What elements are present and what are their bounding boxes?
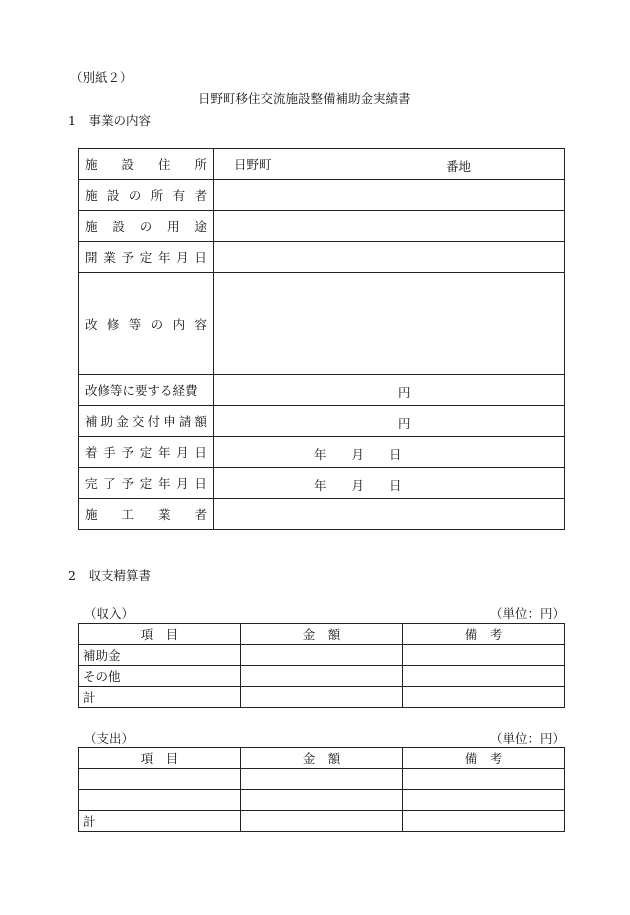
attachment-label: （別紙２）: [70, 70, 133, 85]
row-label-contractor: 施 工 業 者: [79, 499, 214, 530]
income-item: 補助金: [79, 645, 241, 666]
table-row: [79, 242, 565, 273]
header-amount: 金 額: [241, 624, 403, 645]
expense-notes[interactable]: [403, 769, 565, 790]
header-notes: 備 考: [403, 748, 565, 769]
expense-notes[interactable]: [403, 811, 565, 832]
opening-date-cell[interactable]: [214, 242, 565, 273]
row-label-end-date: 完 了 予 定 年 月 日: [79, 468, 214, 499]
income-item: その他: [79, 666, 241, 687]
income-notes[interactable]: [403, 687, 565, 708]
start-date-format: 年 月 日: [314, 447, 402, 462]
row-label-subsidy-amount: 補 助 金 交 付 申 請 額: [79, 406, 214, 437]
income-notes[interactable]: [403, 645, 565, 666]
row-label-address: 施 設 住 所: [79, 149, 214, 180]
section-1-heading: 1 事業の内容: [68, 113, 151, 128]
income-unit: （単位：円）: [489, 606, 565, 621]
row-label-renovation: 改 修 等 の 内 容: [79, 273, 214, 375]
owner-cell[interactable]: [214, 180, 565, 211]
use-cell[interactable]: [214, 211, 565, 242]
income-notes[interactable]: [403, 666, 565, 687]
row-label-start-date: 着 手 予 定 年 月 日: [79, 437, 214, 468]
end-date-format: 年 月 日: [314, 478, 402, 493]
table-row: [79, 211, 565, 242]
table-row: [79, 811, 565, 832]
table-header-row: [79, 624, 565, 645]
start-date-cell[interactable]: [214, 437, 565, 468]
header-amount: 金 額: [241, 748, 403, 769]
cost-unit: 円: [398, 385, 411, 400]
expense-notes[interactable]: [403, 790, 565, 811]
income-caption: （収入）: [84, 606, 135, 621]
expense-unit: （単位：円）: [489, 731, 565, 746]
document-title: 日野町移住交流施設整備補助金実績書: [198, 91, 411, 106]
income-item: 計: [79, 687, 241, 708]
cost-cell[interactable]: [214, 375, 565, 406]
address-town: 日野町: [234, 157, 272, 172]
row-label-use: 施 設 の 用 途: [79, 211, 214, 242]
income-table: [78, 623, 565, 708]
renovation-cell[interactable]: [214, 273, 565, 375]
table-row: [79, 666, 565, 687]
table-row: [79, 499, 565, 530]
table-row: [79, 375, 565, 406]
row-label-cost: 改修等に要する経費: [79, 375, 214, 406]
table-row: [79, 790, 565, 811]
expense-amount[interactable]: [241, 790, 403, 811]
table-row: [79, 468, 565, 499]
income-amount[interactable]: [241, 666, 403, 687]
end-date-cell[interactable]: [214, 468, 565, 499]
address-cell[interactable]: [214, 149, 565, 180]
expense-item[interactable]: [79, 790, 241, 811]
table-row: [79, 406, 565, 437]
expense-item[interactable]: [79, 769, 241, 790]
table-row: [79, 769, 565, 790]
expense-item: 計: [79, 811, 241, 832]
subsidy-unit: 円: [398, 416, 411, 431]
table-row: [79, 645, 565, 666]
table-row: [79, 149, 565, 180]
address-banchi: 番地: [446, 159, 472, 174]
expense-amount[interactable]: [241, 769, 403, 790]
expense-table: [78, 747, 565, 832]
table-row: [79, 180, 565, 211]
expense-caption: （支出）: [84, 731, 135, 746]
header-item: 項 目: [79, 624, 241, 645]
table-row: [79, 687, 565, 708]
subsidy-amount-cell[interactable]: [214, 406, 565, 437]
income-amount[interactable]: [241, 687, 403, 708]
table-row: [79, 437, 565, 468]
row-label-opening-date: 開 業 予 定 年 月 日: [79, 242, 214, 273]
row-label-owner: 施 設 の 所 有 者: [79, 180, 214, 211]
header-notes: 備 考: [403, 624, 565, 645]
table-header-row: [79, 748, 565, 769]
header-item: 項 目: [79, 748, 241, 769]
table-row: [79, 273, 565, 375]
project-content-table: [78, 148, 565, 530]
income-amount[interactable]: [241, 645, 403, 666]
section-2-heading: 2 収支精算書: [68, 568, 151, 583]
expense-amount[interactable]: [241, 811, 403, 832]
contractor-cell[interactable]: [214, 499, 565, 530]
